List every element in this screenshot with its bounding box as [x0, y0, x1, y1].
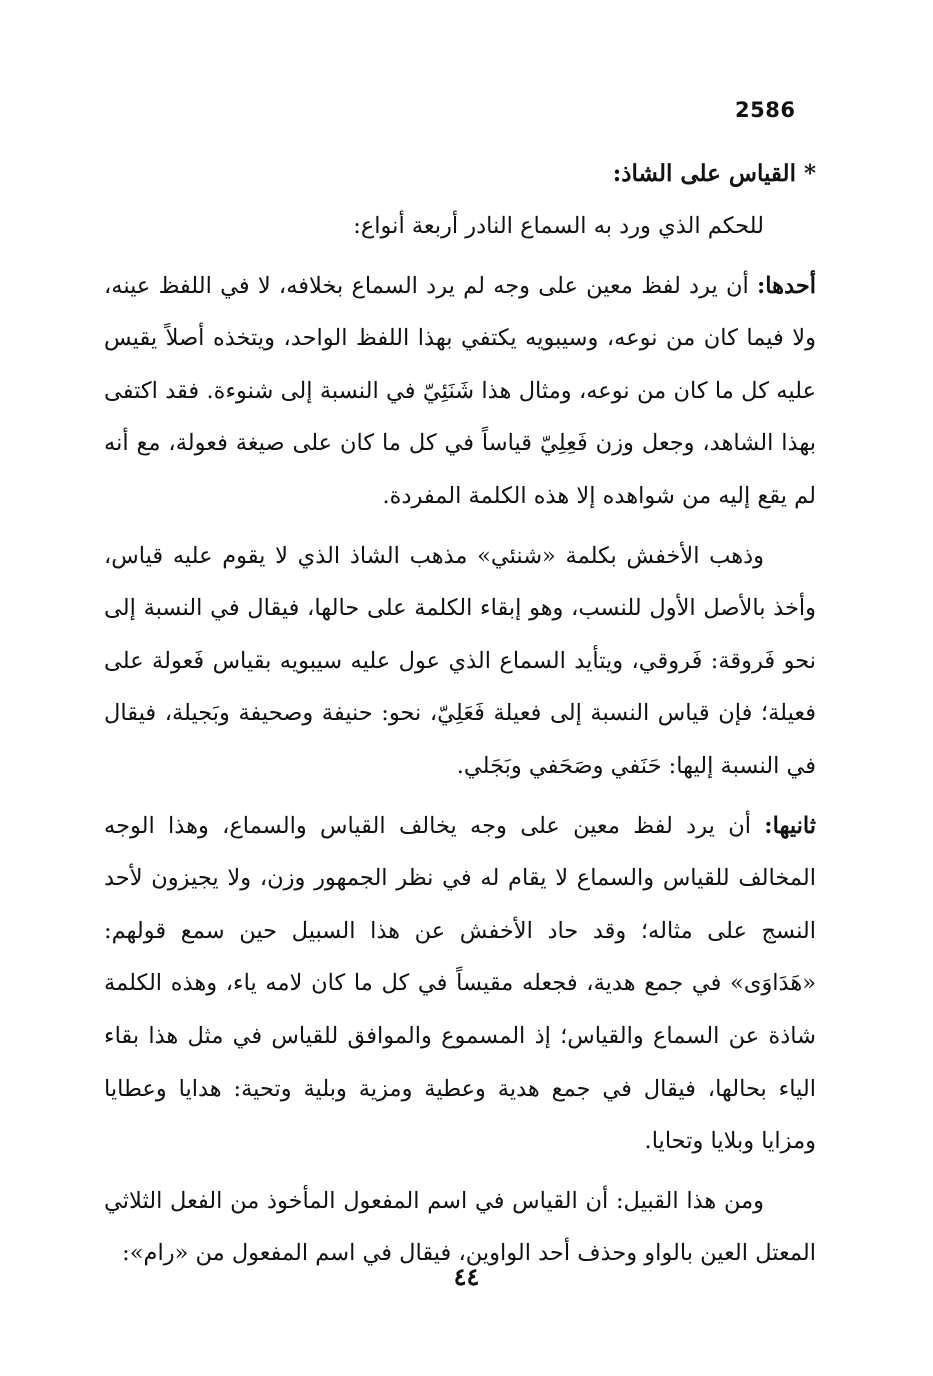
- paragraph-lead: أحدها:: [757, 272, 816, 299]
- folio-number: ٤٤: [453, 1262, 480, 1291]
- paragraph-akhfash: وذهب الأخفش بكلمة «شنئي» مذهب الشاذ الذي لا يقوم عليه قياس، وأخذ بالأصل الأول للنسب، وهو إبقاء الكلمة على حالها، فيقال في النسبة إلى نحو فَروقة: فَروقي، ويتأيد السماع الذي عول عليه سيبويه بقياس فَعولة على فعيلة؛ فإن قياس النسبة إلى فعيلة فَعَلِيّ، نحو: حنيفة وصحيفة وبَجيلة، فيقال في النسبة إليها: حَنَفي وصَحَفي وبَجَلي.: [104, 542, 817, 779]
- paragraph-text: أن يرد لفظ معين على وجه يخالف القياس والسماع، وهذا الوجه المخالف للقياس والسماع لا يقام له في نظر الجمهور وزن، ولا يجيزون لأحد النسج على مثاله؛ وقد حاد الأخفش عن هذا السبيل حين سمع قولهم: «هَدَاوَى» في جمع هدية، فجعله مقيساً في كل ما كان لامه ياء، وهذه الكلمة شاذة عن السماع والقياس؛ إذ المسموع والموافق للقياس في مثل هذا بقاء الياء بحالها، فيقال في جمع هدية وعطية ومزية وبلية وتحية: هدايا وعطايا ومزايا وبلايا وتحايا.: [104, 812, 816, 1155]
- paragraph-first-type: [104, 260, 816, 523]
- paragraph-text: أن يرد لفظ معين على وجه لم يرد السماع بخلافه، لا في اللفظ عينه، ولا فيما كان من نوعه، وسيبويه يكتفي بهذا اللفظ الواحد، ويتخذه أصلاً يقيس عليه كل ما كان من نوعه، ومثال هذا شَنَئِيّ في النسبة إلى شنوءة. فقد اكتفى بهذا الشاهد، وجعل وزن فَعِلِيّ قياساً في كل ما كان على صيغة فعولة، مع أنه لم يقع إليه من شواهده إلا هذه الكلمة المفردة.: [104, 272, 816, 509]
- intro-paragraph: للحكم الذي ورد به السماع النادر أربعة أنواع:: [353, 213, 764, 239]
- text-body: [104, 148, 816, 1287]
- section-heading: * القياس على الشاذ:: [612, 160, 816, 187]
- paragraph-second-type: [104, 800, 816, 1168]
- paragraph-lead: ثانيها:: [764, 812, 816, 839]
- page-number: 2586: [735, 98, 796, 122]
- paragraph-passive-participle: ومن هذا القبيل: أن القياس في اسم المفعول المأخوذ من الفعل الثلاثي المعتل العين بالواو وحذف أحد الواوين، فيقال في اسم المفعول من «رام»:: [104, 1187, 816, 1267]
